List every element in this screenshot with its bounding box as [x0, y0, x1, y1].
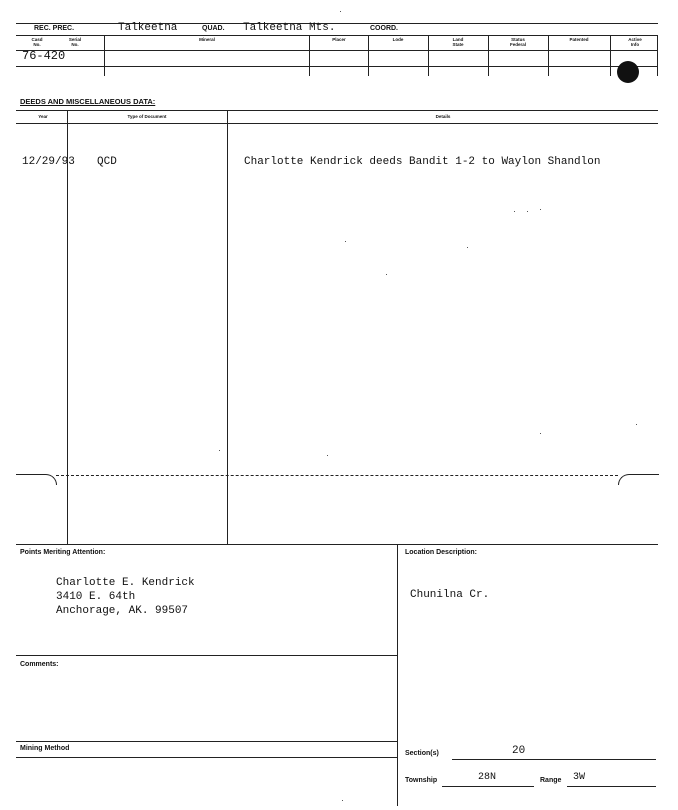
- col-serial-no: Serial No.: [68, 37, 82, 47]
- break-curve-left: [16, 474, 57, 485]
- mining-top-rule: [16, 741, 397, 742]
- scan-speck: [340, 11, 341, 12]
- col-patented: Patented: [569, 37, 589, 42]
- deeds-divider-1: [67, 110, 68, 544]
- col-divider-7: [610, 35, 611, 76]
- scan-speck: [540, 433, 541, 434]
- deeds-bottom-rule: [16, 544, 658, 545]
- header-bottom-rule: [16, 35, 658, 36]
- col-status-federal: Status Federal: [509, 37, 526, 47]
- scan-speck: [342, 800, 343, 801]
- continuation-break-line: [56, 475, 618, 476]
- sections-label: Section(s): [405, 750, 439, 757]
- col-active-info: Active Info: [628, 37, 642, 47]
- deeds-header-rule: [16, 123, 658, 124]
- scan-speck: [636, 424, 637, 425]
- col-divider-4: [428, 35, 429, 76]
- col-details: Details: [435, 114, 451, 119]
- sections-value: 20: [512, 745, 526, 757]
- scan-speck: [540, 209, 541, 210]
- col-divider-2: [309, 35, 310, 76]
- col-divider-3: [368, 35, 369, 76]
- location-label: Location Description:: [405, 549, 477, 556]
- rec-prec-label: REC. PREC.: [34, 25, 75, 32]
- scan-speck: [527, 211, 528, 212]
- col-divider-5: [488, 35, 489, 76]
- scan-speck: [514, 211, 515, 212]
- mining-label-rule: [16, 757, 397, 758]
- casd-no-value: 76-420: [22, 49, 66, 63]
- township-value: 28N: [478, 772, 497, 783]
- points-line: Charlotte E. Kendrick: [56, 577, 195, 589]
- active-info-dot: [617, 61, 639, 83]
- scan-speck: [386, 274, 387, 275]
- deed-details: Charlotte Kendrick deeds Bandit 1-2 to Waylon Shandlon: [244, 156, 601, 168]
- township-underline: [442, 786, 534, 787]
- bottom-center-divider: [397, 544, 398, 806]
- col-placer: Placer: [332, 37, 346, 42]
- col-year: Year: [38, 114, 48, 119]
- points-label: Points Meriting Attention:: [20, 549, 106, 556]
- quad-value: Talkeetna Mts.: [243, 22, 336, 34]
- col-land-state: Land State: [452, 37, 464, 47]
- coord-label: COORD.: [370, 25, 398, 32]
- deeds-divider-2: [227, 110, 228, 544]
- scan-speck: [327, 455, 328, 456]
- break-curve-right: [618, 474, 659, 485]
- range-label: Range: [540, 777, 562, 784]
- range-underline: [567, 786, 656, 787]
- deeds-top-rule: [16, 110, 658, 111]
- deeds-section-title: DEEDS AND MISCELLANEOUS DATA:: [20, 97, 156, 106]
- sections-underline: [452, 759, 656, 760]
- scan-speck: [467, 247, 468, 248]
- col-lode: Lode: [392, 37, 404, 42]
- range-value: 3W: [573, 772, 586, 783]
- points-line: Anchorage, AK. 99507: [56, 605, 189, 617]
- record-bottom-rule: [16, 66, 658, 67]
- quad-label: QUAD.: [202, 25, 225, 32]
- col-type: Type of Document: [127, 114, 167, 119]
- location-value: Chunilna Cr.: [410, 589, 490, 601]
- col-divider-1: [104, 35, 105, 76]
- deed-type: QCD: [97, 156, 117, 168]
- comments-top-rule: [16, 655, 397, 656]
- township-label: Township: [405, 777, 438, 784]
- rec-prec-value: Talkeetna: [118, 22, 178, 34]
- header-top-rule: [16, 23, 658, 24]
- scan-speck: [345, 241, 346, 242]
- points-line: 3410 E. 64th: [56, 591, 136, 603]
- scan-speck: [219, 450, 220, 451]
- col-casd-no: Casd No.: [31, 37, 43, 47]
- mining-label: Mining Method: [20, 745, 70, 752]
- comments-label: Comments:: [20, 661, 59, 668]
- col-divider-8: [657, 35, 658, 76]
- col-header-rule: [16, 50, 658, 51]
- col-divider-6: [548, 35, 549, 76]
- deed-year: 12/29/93: [22, 156, 75, 168]
- col-mineral: Mineral: [199, 37, 215, 42]
